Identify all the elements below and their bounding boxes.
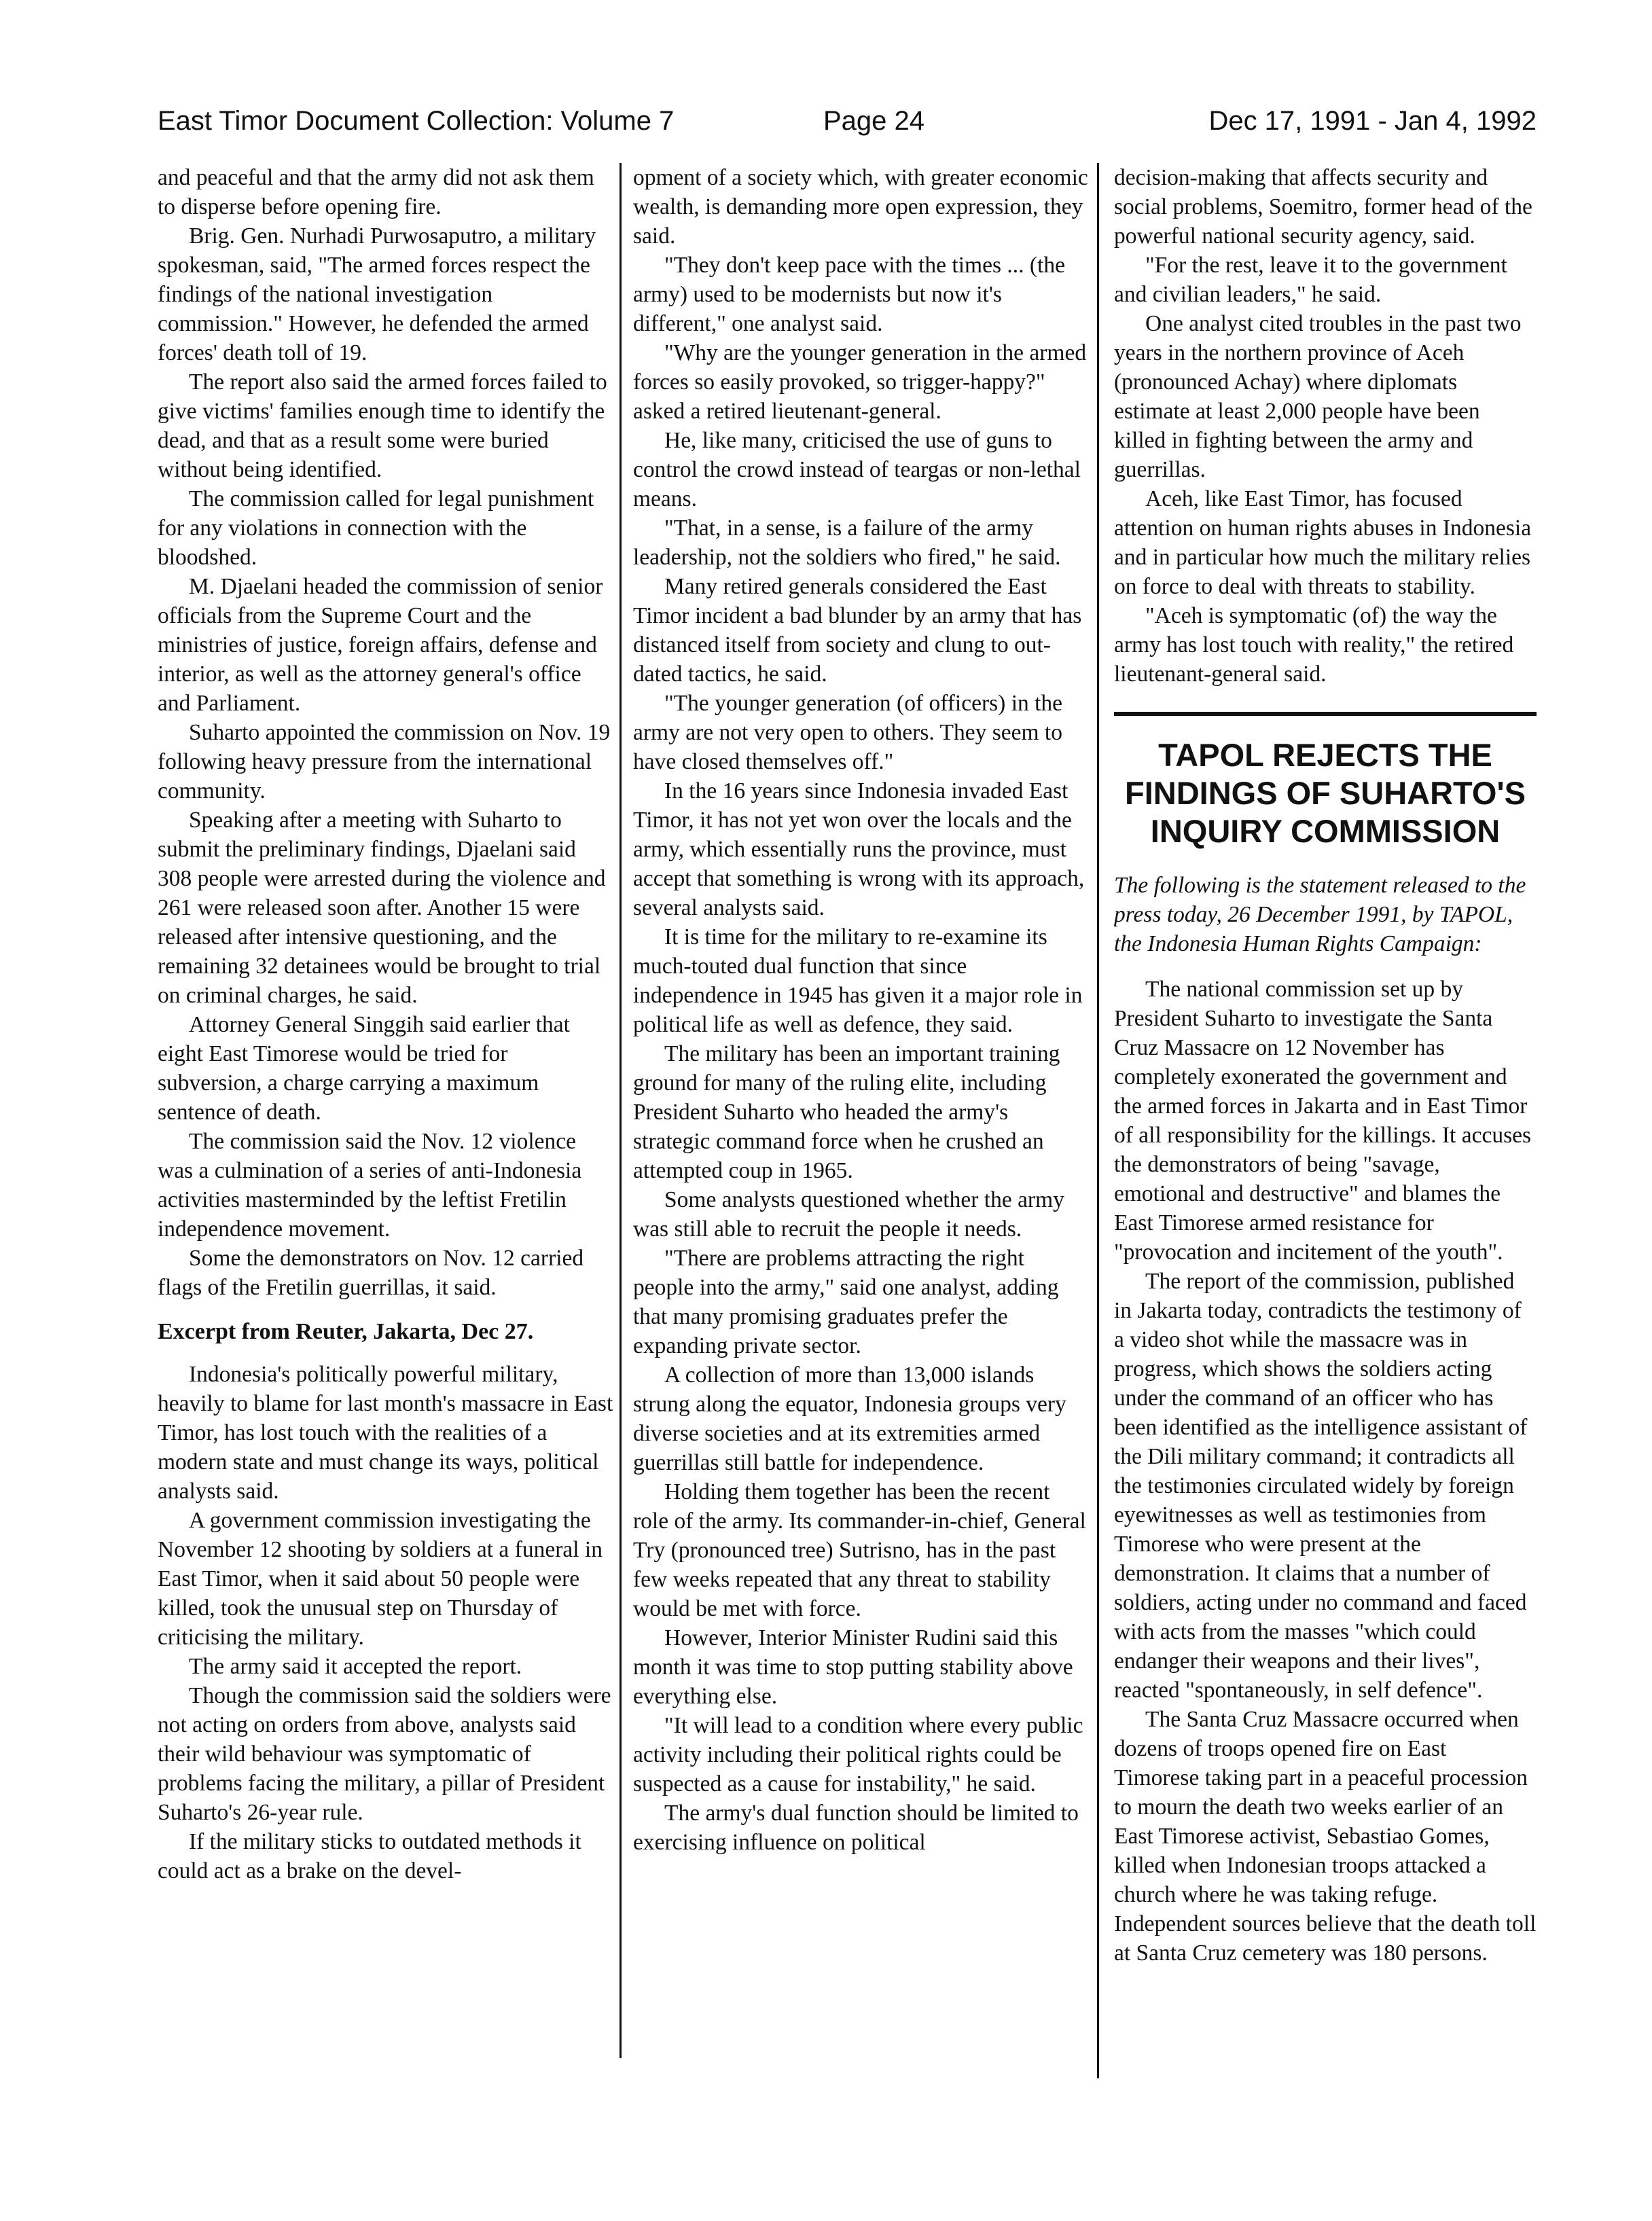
paragraph: and peaceful and that the army did not ask them to disperse before opening fire. <box>158 165 594 219</box>
paragraph: In the 16 years since Indonesia invaded East Timor, it has not yet won over the locals and the army, which essentially runs the province, must accept that something is wrong with its approach, several analysts said. <box>633 778 1085 920</box>
section-divider <box>1114 712 1537 716</box>
source-subhead: Excerpt from Reuter, Jakarta, Dec 27. <box>158 1319 534 1344</box>
paragraph: Though the commission said the soldiers were not acting on orders from above, analysts said their wild behaviour was symptomatic of problems facing the military, a pillar of President Suharto's 26-year rule. <box>158 1683 611 1825</box>
paragraph: The military has been an important training ground for many of the ruling elite, including President Suharto who headed the army's strategic command force when he crushed an attempted coup in 1965. <box>633 1041 1060 1183</box>
collection-title: East Timor Document Collection: Volume 7 <box>158 106 675 136</box>
column-divider-2 <box>1097 163 1099 2078</box>
paragraph: Attorney General Singgih said earlier that eight East Timorese would be tried for subversion, a charge carrying a maximum sentence of death. <box>158 1012 570 1125</box>
paragraph: However, Interior Minister Rudini said this month it was time to stop putting stability above everything else. <box>633 1625 1073 1709</box>
paragraph: If the military sticks to outdated methods it could act as a brake on the devel- <box>158 1829 581 1883</box>
paragraph: "There are problems attracting the right people into the army," said one analyst, adding that many promising graduates prefer the expanding private sector. <box>633 1246 1059 1358</box>
paragraph: Many retired generals considered the East Timor incident a bad blunder by an army that has distanced itself from society and clung to out-dated tactics, he said. <box>633 574 1082 687</box>
paragraph: The commission called for legal punishment for any violations in connection with the bloodshed. <box>158 486 594 570</box>
paragraph: "Aceh is symptomatic (of) the way the army has lost touch with reality," the retired lieutenant-general said. <box>1114 603 1514 687</box>
paragraph: Suharto appointed the commission on Nov. 19 following heavy pressure from the international community. <box>158 720 611 803</box>
column-2 <box>633 163 1090 2119</box>
paragraph: The national commission set up by President Suharto to investigate the Santa Cruz Massacre on 12 November has completely exonerated the government and the armed forces in Jakarta and in East Timor of all responsibility for the killings. It accuses the demonstrators of being "savage, emotional and destructive" and blames the East Timorese armed resistance for "provocation and incitement of the youth". <box>1114 977 1532 1265</box>
column-divider-1 <box>620 163 622 2058</box>
paragraph: The report of the commission, published in Jakarta today, contradicts the testimony of a video shot while the massacre was in progress, which shows the soldiers acting under the command of an officer who has been identified as the intelligence assistant of the Dili military command; it contradicts all the testimonies circulated widely by foreign eyewitnesses as well as testimonies from Timorese who were present at the demonstration. It claims that a number of soldiers, acting under no command and faced with acts from the masses "which could endanger their weapons and their lives", reacted "spontaneously, in self defence". <box>1114 1269 1528 1703</box>
paragraph: The Santa Cruz Massacre occurred when dozens of troops opened fire on East Timorese taking part in a peaceful procession to mourn the death two weeks earlier of an East Timorese activist, Sebastiao Gomes, killed when Indonesian troops attacked a church where he was taking refuge. Independent sources believe that the death toll at Santa Cruz cemetery was 180 persons. <box>1114 1707 1537 1966</box>
paragraph: Speaking after a meeting with Suharto to submit the preliminary findings, Djaelani said 308 people were arrested during the violence and 261 were released soon after. Another 15 were released after intensive questioning, and the remaining 32 detainees would be brought to trial on criminal charges, he said. <box>158 808 606 1008</box>
paragraph: Indonesia's politically powerful military, heavily to blame for last month's massacre in East Timor, has lost touch with the realities of a modern state and must change its ways, political analysts said. <box>158 1362 613 1504</box>
article-intro: The following is the statement released to the press today, 26 December 1991, by TAPOL, the Indonesia Human Rights Campaign: <box>1114 873 1526 956</box>
page-header <box>158 99 1537 143</box>
paragraph: A collection of more than 13,000 islands strung along the equator, Indonesia groups very diverse societies and at its extremities armed guerrillas still battle for independence. <box>633 1362 1066 1475</box>
paragraph: "They don't keep pace with the times ... (the army) used to be modernists but now it's different," one analyst said. <box>633 253 1065 336</box>
paragraph: He, like many, criticised the use of guns to control the crowd instead of teargas or non-lethal means. <box>633 428 1081 511</box>
column-1 <box>158 163 615 2119</box>
paragraph: "The younger generation (of officers) in the army are not very open to others. They seem to have closed themselves off." <box>633 691 1063 774</box>
paragraph: Some the demonstrators on Nov. 12 carried flags of the Fretilin guerrillas, it said. <box>158 1246 584 1300</box>
page-number: Page 24 <box>823 106 925 136</box>
paragraph: opment of a society which, with greater economic wealth, is demanding more open expression, they said. <box>633 165 1088 249</box>
paragraph: The army's dual function should be limited to exercising influence on political <box>633 1801 1079 1855</box>
paragraph: M. Djaelani headed the commission of senior officials from the Supreme Court and the ministries of justice, foreign affairs, defense and interior, as well as the attorney general's office and Parliament. <box>158 574 603 716</box>
column-3 <box>1114 163 1537 2119</box>
paragraph: Holding them together has been the recent role of the army. Its commander-in-chief, General Try (pronounced tree) Sutrisno, has in the past few weeks repeated that any threat to stability would be met with force. <box>633 1479 1086 1621</box>
date-range: Dec 17, 1991 - Jan 4, 1992 <box>1208 106 1537 136</box>
paragraph: The army said it accepted the report. <box>189 1654 522 1679</box>
paragraph: "It will lead to a condition where every public activity including their political rights could be suspected as a cause for instability," he said. <box>633 1713 1083 1796</box>
paragraph: The commission said the Nov. 12 violence was a culmination of a series of anti-Indonesia activities masterminded by the leftist Fretilin independence movement. <box>158 1129 582 1242</box>
paragraph: A government commission investigating the November 12 shooting by soldiers at a funeral in East Timor, when it said about 50 people were killed, took the unusual step on Thursday of criticising the military. <box>158 1508 603 1650</box>
paragraph: decision-making that affects security and social problems, Soemitro, former head of the powerful national security agency, said. <box>1114 165 1532 249</box>
paragraph: The report also said the armed forces failed to give victims' families enough time to identify the dead, and that as a result some were buried without being identified. <box>158 369 607 482</box>
paragraph: Some analysts questioned whether the army was still able to recruit the people it needs. <box>633 1187 1064 1242</box>
article-headline: TAPOL REJECTS THE FINDINGS OF SUHARTO'S INQUIRY COMMISSION <box>1124 737 1526 849</box>
paragraph: It is time for the military to re-examine its much-touted dual function that since independence in 1945 has given it a major role in political life as well as defence, they said. <box>633 924 1083 1037</box>
paragraph: "That, in a sense, is a failure of the army leadership, not the soldiers who fired," he said. <box>633 516 1061 570</box>
paragraph: One analyst cited troubles in the past two years in the northern province of Aceh (pronounced Achay) where diplomats estimate at least 2,000 people have been killed in fighting between the army and guerrillas. <box>1114 311 1522 482</box>
paragraph: "For the rest, leave it to the government and civilian leaders," he said. <box>1114 253 1507 307</box>
paragraph: "Why are the younger generation in the armed forces so easily provoked, so trigger-happy?" asked a retired lieutenant-general. <box>633 340 1087 424</box>
paragraph: Aceh, like East Timor, has focused attention on human rights abuses in Indonesia and in particular how much the military relies on force to deal with threats to stability. <box>1114 486 1532 599</box>
paragraph: Brig. Gen. Nurhadi Purwosaputro, a military spokesman, said, "The armed forces respect the findings of the national investigation commission." However, he defended the armed forces' death toll of 19. <box>158 223 596 365</box>
